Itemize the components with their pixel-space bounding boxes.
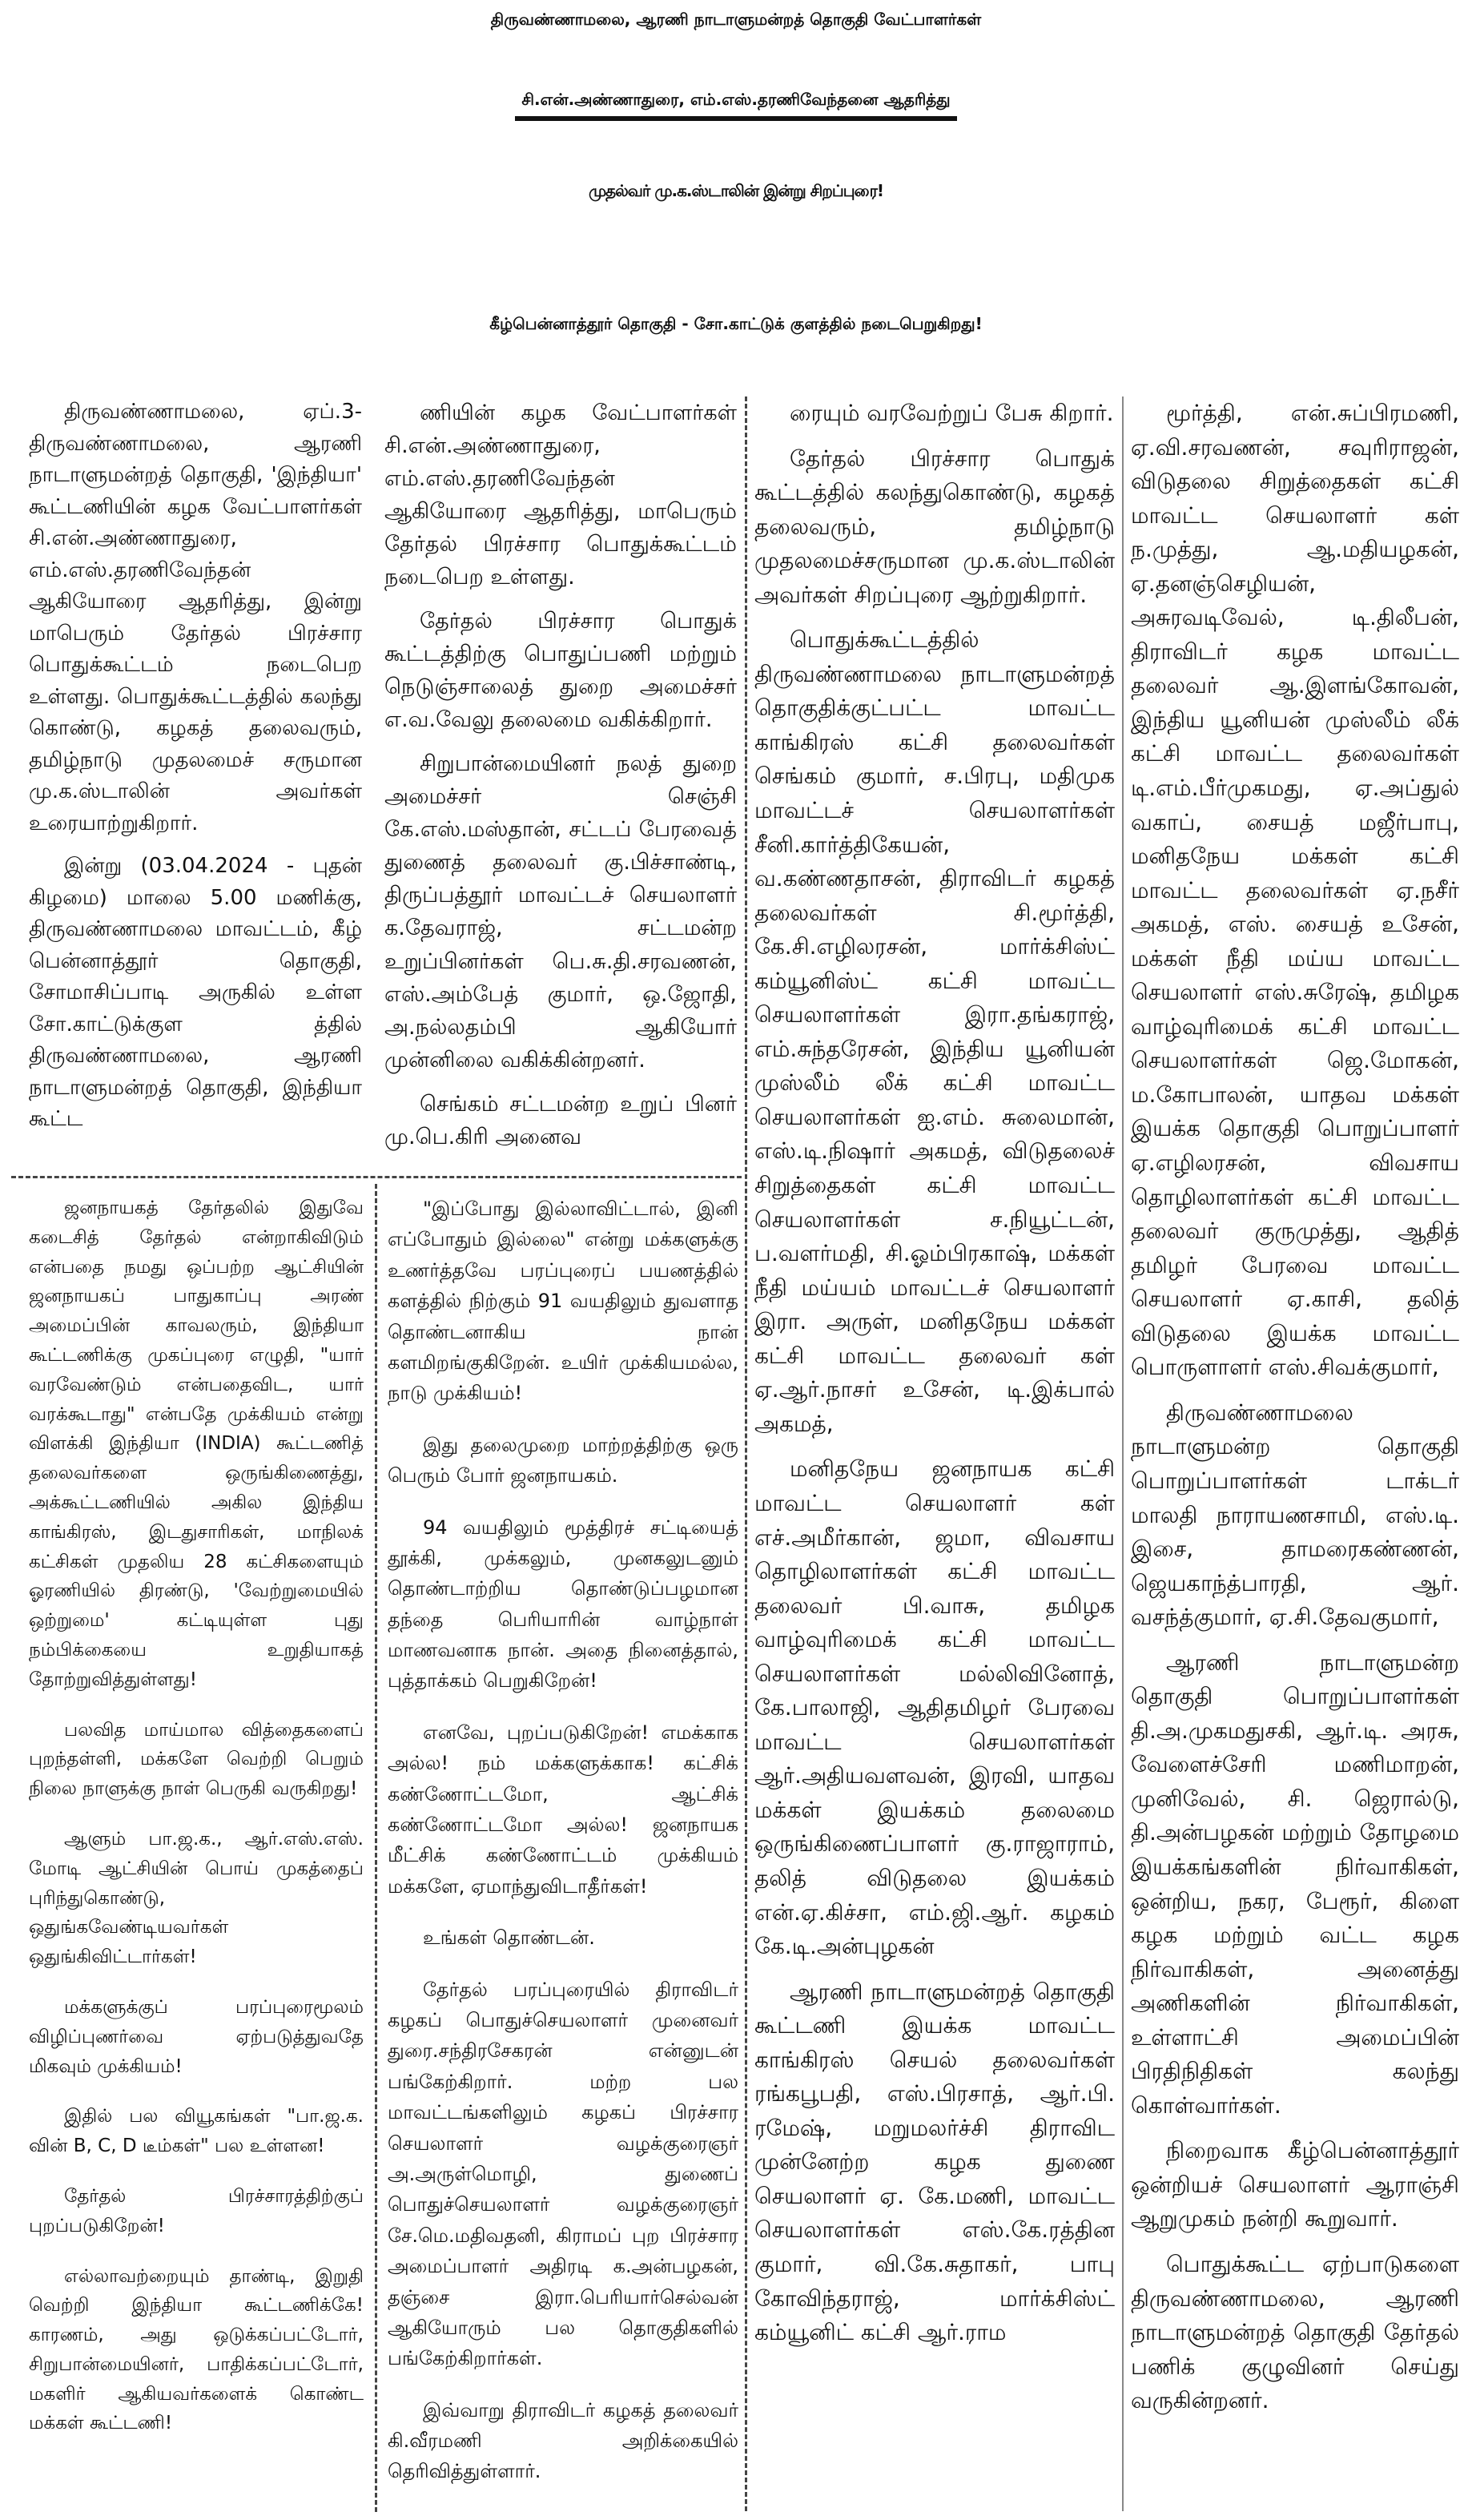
paragraph: திருவண்ணாமலை, ஏப்.3- திருவண்ணாமலை, ஆரணி நாடாளுமன்றத் தொகுதி, 'இந்தியா' கூட்டணியின் கழக வேட்பாளர்கள் சி.என்.அண்ணாதுரை, எம்.எஸ்.தரணிவேந்தன் ஆகியோரை ஆதரித்து, இன்று மாபெரும் தேர்தல் பிரச்சார பொதுக்கூட்டம் நடைபெற உள்ளது. பொதுக்கூட்டத்தில் கலந்து கொண்டு, கழகத் தலைவரும், தமிழ்நாடு முதலமைச் சருமான மு.க.ஸ்டாலின் அவர்கள் உரையாற்றுகிறார். <box>29 400 362 835</box>
statement-box-divider <box>375 1184 377 2512</box>
article-column-2 <box>384 397 737 1169</box>
paragraph: ஆளும் பா.ஜ.க., ஆர்.எஸ்.எஸ். மோடி ஆட்சியின் பொய் முகத்தைப் புரிந்துகொண்டு, ஒதுங்கவேண்டியவர்கள் ஒதுங்கிவிட்டார்கள்! <box>29 1828 364 1968</box>
statement-box-top-border <box>11 1176 742 1178</box>
article-column-3 <box>754 397 1115 2511</box>
statement-box-column-1 <box>29 1194 364 2507</box>
paragraph: மனிதநேய ஜனநாயக கட்சி மாவட்ட செயலாளர் கள் எச்.அமீர்கான், ஜமா, விவசாய தொழிலாளர்கள் கட்சி மாவட்ட தலைவர் பி.வாசு, தமிழக வாழ்வுரிமைக் கட்சி மாவட்ட செயலாளர்கள் மல்லிவினோத், கே.பாலாஜி, ஆதிதமிழர் பேரவை மாவட்ட செயலாளர்கள் ஆர்.அதியவளவன், இரவி, யாதவ மக்கள் இயக்கம் தலைமை ஒருங்கிணைப்பாளர் கு.ராஜாராம், தலித் விடுதலை இயக்கம் என்.ஏ.கிச்சா, எம்.ஜி.ஆர். கழகம் கே.டி.அன்புழகன் <box>754 1455 1115 1960</box>
paragraph: தேர்தல் பிரச்சார பொதுக் கூட்டத்தில் கலந்துகொண்டு, கழகத் தலைவரும், தமிழ்நாடு முதலமைச்சருமான மு.க.ஸ்டாலின் அவர்கள் சிறப்புரை ஆற்றுகிறார். <box>754 445 1115 608</box>
article-column-1 <box>29 397 362 1169</box>
paragraph: தேர்தல் பிரச்சார பொதுக் கூட்டத்திற்கு பொதுப்பணி மற்றும் நெடுஞ்சாலைத் துறை அமைச்சர் எ.வ.வேலு தலைமை வகிக்கிறார். <box>384 609 737 733</box>
paragraph: ஜனநாயகத் தேர்தலில் இதுவே கடைசித் தேர்தல் என்றாகிவிடும் என்பதை நமது ஒப்பற்ற ஆட்சியின் ஜனநாயகப் பாதுகாப்பு அரண் அமைப்பின் காவலரும், இந்தியா கூட்டணிக்கு முகப்புரை எழுதி, "யார் வரவேண்டும் என்பதைவிட, யார் வரக்கூடாது" என்பதே முக்கியம் என்று விளக்கி இந்தியா (INDIA) கூட்டணித் தலைவர்களை ஒருங்கிணைத்து, அக்கூட்டணியில் அகில இந்திய காங்கிரஸ், இடதுசாரிகள், மாநிலக் கட்சிகள் முதலிய 28 கட்சிகளையும் ஓரணியில் திரண்டு, 'வேற்றுமையில் ஒற்றுமை' கட்டியுள்ள புது நம்பிக்கையை உறுதியாகத் தோற்றுவித்துள்ளது! <box>29 1198 364 1690</box>
statement-box-column-2 <box>388 1194 738 2507</box>
headline-candidates-text: சி.என்.அண்ணாதுரை, எம்.எஸ்.தரணிவேந்தனை ஆதரித்து <box>515 90 956 121</box>
paragraph: இதில் பல வியூகங்கள் "பா.ஜ.க. வின் B, C, D டீம்கள்" பல உள்ளன! <box>29 2106 364 2157</box>
paragraph: எனவே, புறப்படுகிறேன்! எமக்காக அல்ல! நம் மக்களுக்காக! கட்சிக் கண்ணோட்டமோ, ஆட்சிக் கண்ணோட்டமோ அல்ல! ஜனநாயக மீட்சிக் கண்ணோட்டம் முக்கியம் மக்களே, ஏமாந்துவிடாதீர்கள்! <box>388 1721 738 1898</box>
column-rule <box>1122 397 1124 2511</box>
paragraph: இது தலைமுறை மாற்றத்திற்கு ஒரு பெரும் போர் ஜனநாயகம். <box>388 1433 738 1487</box>
paragraph: சிறுபான்மையினர் நலத் துறை அமைச்சர் செஞ்சி கே.எஸ்.மஸ்தான், சட்டப் பேரவைத் துணைத் தலைவர் கு.பிச்சாண்டி, திருப்பத்தூர் மாவட்டச் செயலாளர் க.தேவராஜ், சட்டமன்ற உறுப்பினர்கள் பெ.சு.தி.சரவணன், எஸ்.அம்பேத் குமார், ஒ.ஜோதி, அ.நல்லதம்பி ஆகியோர் முன்னிலை வகிக்கின்றனர். <box>384 751 737 1073</box>
statement-box-right-border <box>745 397 747 2511</box>
paragraph: தேர்தல் பரப்புரையில் திராவிடர் கழகப் பொதுச்செயலாளர் முனைவர் துரை.சந்திரசேகரன் என்னுடன் பங்கேற்கிறார். மற்ற பல மாவட்டங்களிலும் கழகப் பிரச்சார செயலாளர் வழக்குரைஞர் அ.அருள்மொழி, துணைப் பொதுச்செயலாளர் வழக்குரைஞர் சே.மெ.மதிவதனி, கிராமப் புற பிரச்சார அமைப்பாளர் அதிரடி க.அன்பழகன், தஞ்சை இரா.பெரியார்செல்வன் ஆகியோரும் பல தொகுதிகளில் பங்கேற்கிறார்கள். <box>388 1978 738 2370</box>
headline-sub: கீழ்பென்னாத்தூர் தொகுதி - சோ.காட்டுக் குளத்தில் நடைபெறுகிறது! <box>489 314 983 333</box>
paragraph: மக்களுக்குப் பரப்புரைமூலம் விழிப்புணர்வை ஏற்படுத்துவதே மிகவும் முக்கியம்! <box>29 1996 364 2077</box>
paragraph: பொதுக்கூட்ட ஏற்பாடுகளை திருவண்ணாமலை, ஆரணி நாடாளுமன்றத் தொகுதி தேர்தல் பணிக் குழுவினர் செய்து வருகின்றனர். <box>1131 2250 1459 2414</box>
paragraph: ஆரணி நாடாளுமன்ற தொகுதி பொறுப்பாளர்கள் தி.அ.முகமதுசகி, ஆர்.டி. அரசு, வேளைச்சேரி மணிமாறன், முனிவேல், சி. ஜெரால்டு, தி.அன்பழகன் மற்றும் தோழமை இயக்கங்களின் நிர்வாகிகள், ஒன்றிய, நகர, பேரூர், கிளை கழக மற்றும் வட்ட கழக நிர்வாகிகள், அனைத்து அணிகளின் நிர்வாகிகள், உள்ளாட்சி அமைப்பின் பிரதிநிதிகள் கலந்து கொள்வார்கள். <box>1131 1648 1459 2119</box>
paragraph: எல்லாவற்றையும் தாண்டி, இறுதி வெற்றி இந்தியா கூட்டணிக்கே! காரணம், அது ஒடுக்கப்பட்டோர், சிறுபான்மையினர், பாதிக்கப்பட்டோர், மகளிர் ஆகியவர்களைக் கொண்ட மக்கள் கூட்டணி! <box>29 2265 364 2434</box>
paragraph: பொதுக்கூட்டத்தில் திருவண்ணாமலை நாடாளுமன்றத் தொகுதிக்குட்பட்ட மாவட்ட காங்கிரஸ் கட்சி தலைவர்கள் செங்கம் குமார், ச.பிரபு, மதிமுக மாவட்டச் செயலாளர்கள் சீனி.கார்த்திகேயன், வ.கண்ணதாசன், திராவிடர் கழகத் தலைவர்கள் சி.மூர்த்தி, கே.சி.எழிலரசன், மார்க்சிஸ்ட் கம்யூனிஸ்ட் கட்சி மாவட்ட செயலாளர்கள் இரா.தங்கராஜ், எம்.சுந்தரேசன், இந்திய யூனியன் முஸ்லீம் லீக் கட்சி மாவட்ட செயலாளர்கள் ஐ.எம். சுலைமான், எஸ்.டி.நிஷார் அகமத், விடுதலைச் சிறுத்தைகள் கட்சி மாவட்ட செயலாளர்கள் ச.நியூட்டன், ப.வளர்மதி, சி.ஓம்பிரகாஷ், மக்கள் நீதி மய்யம் மாவட்டச் செயலாளர் இரா. அருள், மனிதநேய மக்கள் கட்சி மாவட்ட தலைவர் கள் ஏ.ஆர்.நாசர் உசேன், டி.இக்பால் அகமத், <box>754 626 1115 1437</box>
paragraph: உங்கள் தொண்டன். <box>423 1926 595 1950</box>
paragraph: இன்று (03.04.2024 - புதன் கிழமை) மாலை 5.00 மணிக்கு, திருவண்ணாமலை மாவட்டம், கீழ் பென்னாத்தூர் தொகுதி, சோமாசிப்பாடி அருகில் உள்ள சோ.காட்டுக்குள த்தில் திருவண்ணாமலை, ஆரணி நாடாளுமன்றத் தொகுதி, இந்தியா கூட்ட <box>29 854 362 1132</box>
paragraph: "இப்போது இல்லாவிட்டால், இனி எப்போதும் இல்லை" என்று மக்களுக்கு உணர்த்தவே பரப்புரைப் பயணத்தில் களத்தில் நிற்கும் 91 வயதிலும் துவளாத தொண்டனாகிய நான் களமிறங்குகிறேன். உயிர் முக்கியமல்ல, நாடு முக்கியம்! <box>388 1198 738 1405</box>
paragraph: நிறைவாக கீழ்பென்னாத்தூர் ஒன்றியச் செயலாளர் ஆராஞ்சி ஆறுமுகம் நன்றி கூறுவார். <box>1131 2137 1459 2232</box>
paragraph: செங்கம் சட்டமன்ற உறுப் பினர் மு.பெ.கிரி அனைவ <box>384 1091 737 1149</box>
paragraph: தேர்தல் பிரச்சாரத்திற்குப் புறப்படுகிறேன்! <box>29 2185 364 2236</box>
paragraph: ரையும் வரவேற்றுப் பேசு கிறார். <box>790 400 1114 426</box>
headline-main: முதல்வர் மு.க.ஸ்டாலின் இன்று சிறப்புரை! <box>588 181 884 200</box>
paragraph: திருவண்ணாமலை நாடாளுமன்ற தொகுதி பொறுப்பாளர்கள் டாக்டர் மாலதி நாராயணசாமி, எஸ்.டி. இசை, தாமரைகண்ணன், ஜெயகாந்த்பாரதி, ஆர். வசந்த்குமார், ஏ.சி.தேவகுமார், <box>1131 1399 1459 1631</box>
headline-top: திருவண்ணாமலை, ஆரணி நாடாளுமன்றத் தொகுதி வேட்பாளர்கள் <box>490 10 982 29</box>
paragraph: பலவித மாய்மால வித்தைகளைப் புறந்தள்ளி, மக்களே வெற்றி பெறும் நிலை நாளுக்கு நாள் பெருகி வருகிறது! <box>29 1719 364 1800</box>
paragraph: ணியின் கழக வேட்பாளர்கள் சி.என்.அண்ணாதுரை, எம்.எஸ்.தரணிவேந்தன் ஆகியோரை ஆதரித்து, மாபெரும் தேர்தல் பிரச்சார பொதுக்கூட்டம் நடைபெற உள்ளது. <box>384 401 737 590</box>
paragraph: ஆரணி நாடாளுமன்றத் தொகுதி கூட்டணி இயக்க மாவட்ட காங்கிரஸ் செயல் தலைவர்கள் ரங்கபூபதி, எஸ்.பிரசாத், ஆர்.பி. ரமேஷ், மறுமலர்ச்சி திராவிட முன்னேற்ற கழக துணை செயலாளர் ஏ. கே.மணி, மாவட்ட செயலாளர்கள் எஸ்.கே.ரத்தின குமார், வி.கே.சுதாகர், பாபு கோவிந்தராஜ், மார்க்சிஸ்ட் கம்யூனிட் கட்சி ஆர்.ராம <box>754 1978 1115 2346</box>
paragraph: 94 வயதிலும் மூத்திரச் சட்டியைத் தூக்கி, முக்கலும், முனகலுடனும் தொண்டாற்றிய தொண்டுப்பழமான தந்தை பெரியாரின் வாழ்நாள் மாணவனாக நான். அதை நினைத்தால், புத்தாக்கம் பெறுகிறேன்! <box>388 1516 738 1693</box>
article-column-4 <box>1131 397 1459 2511</box>
paragraph: மூர்த்தி, என்.சுப்பிரமணி, ஏ.வி.சரவணன், சவுரிராஜன், விடுதலை சிறுத்தைகள் கட்சி மாவட்ட செயலாளர் கள் ந.முத்து, ஆ.மதியழகன், ஏ.தனஞ்செழியன், அசுரவடிவேல், டி.திலீபன், திராவிடர் கழக மாவட்ட தலைவர் ஆ.இளங்கோவன், இந்திய யூனியன் முஸ்லீம் லீக் கட்சி மாவட்ட தலைவர்கள் டி.எம்.பீர்முகமது, ஏ.அப்துல் வகாப், சையத் மஜீர்பாபு, மனிதநேய மக்கள் கட்சி மாவட்ட தலைவர்கள் ஏ.நசீர் அகமத், எஸ். சையத் உசேன், மக்கள் நீதி மய்ய மாவட்ட செயலாளர் எஸ்.சுரேஷ், தமிழக வாழ்வுரிமைக் கட்சி மாவட்ட செயலாளர்கள் ஜெ.மோகன், ம.கோபாலன், யாதவ மக்கள் இயக்க தொகுதி பொறுப்பாளர் ஏ.எழிலரசன், விவசாய தொழிலாளர்கள் கட்சி மாவட்ட தலைவர் குருமுத்து, ஆதித் தமிழர் பேரவை மாவட்ட செயலாளர் ஏ.காசி, தலித் விடுதலை இயக்க மாவட்ட பொருளாளர் எஸ்.சிவக்குமார், <box>1131 400 1459 1381</box>
headline-candidates <box>0 90 1472 121</box>
paragraph: இவ்வாறு திராவிடர் கழகத் தலைவர் கி.வீரமணி அறிக்கையில் தெரிவித்துள்ளார். <box>388 2398 738 2483</box>
